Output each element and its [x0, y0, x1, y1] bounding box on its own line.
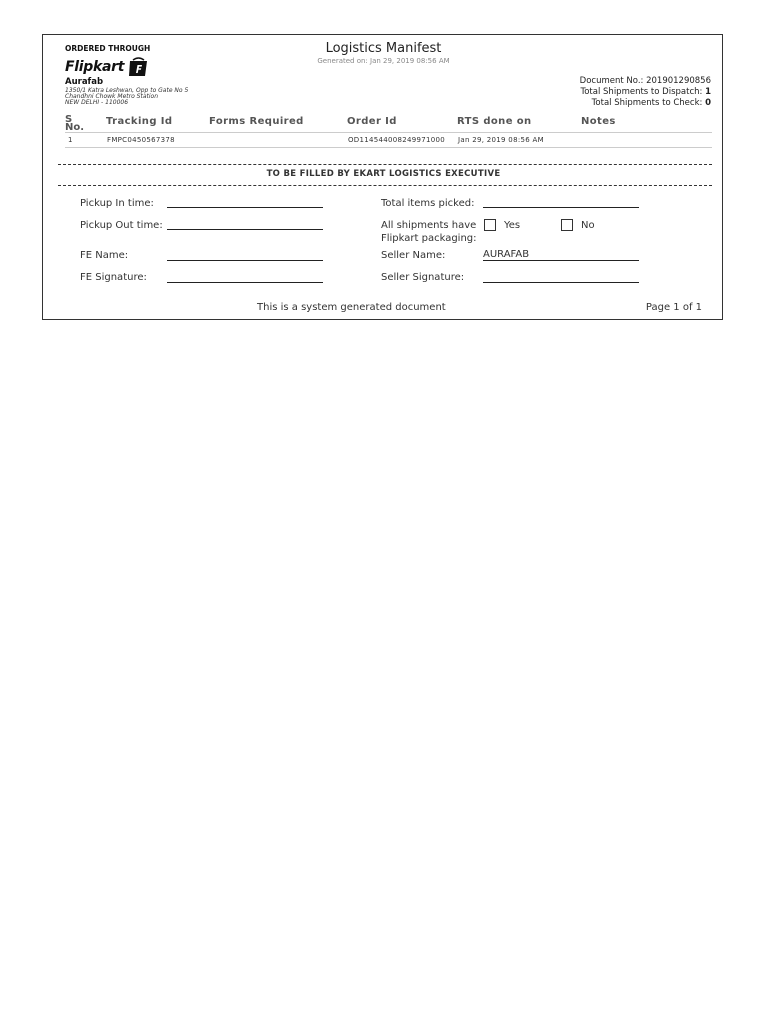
shipments-to-dispatch: Total Shipments to Dispatch: 1 — [580, 87, 711, 97]
row-sno: 1 — [68, 136, 73, 144]
generated-timestamp: Generated on: Jan 29, 2019 08:56 AM — [317, 57, 450, 65]
ordered-through-label: ORDERED THROUGH — [65, 44, 151, 53]
address-line: 1350/1 Katra Leshwan, Opp to Gate No 5 — [65, 87, 189, 94]
pickup-in-label: Pickup In time: — [80, 198, 154, 209]
pickup-out-label: Pickup Out time: — [80, 220, 163, 231]
manifest-sheet — [42, 34, 723, 320]
column-header-tracking-id: Tracking Id — [106, 116, 173, 127]
seller-signature-label: Seller Signature: — [381, 272, 465, 283]
packaging-no-checkbox[interactable] — [561, 219, 573, 231]
seller-name-field[interactable] — [483, 260, 639, 261]
column-header-sno: S No. — [65, 114, 85, 133]
column-header-notes: Notes — [581, 116, 616, 127]
total-items-field[interactable] — [483, 207, 639, 208]
pickup-in-field[interactable] — [167, 207, 323, 208]
column-header-forms-required: Forms Required — [209, 116, 304, 127]
brand-name: Flipkart — [65, 59, 125, 75]
column-header-order-id: Order Id — [347, 116, 397, 127]
row-order-id: OD114544008249971000 — [348, 136, 446, 144]
shipments-to-check: Total Shipments to Check: 0 — [591, 98, 711, 108]
row-rts-done-on: Jan 29, 2019 08:56 AM — [458, 136, 544, 144]
dashed-divider — [58, 185, 712, 186]
seller-name-label: Seller Name: — [381, 250, 446, 261]
column-header-rts-done-on: RTS done on — [457, 116, 532, 127]
fe-name-label: FE Name: — [80, 250, 129, 261]
address-line: Chandhni Chowk Metro Station — [65, 93, 159, 100]
total-items-label: Total items picked: — [381, 198, 475, 209]
document-number: Document No.: 201901290856 — [579, 76, 711, 86]
row-tracking-id: FMPC0450567378 — [107, 136, 175, 144]
pickup-out-field[interactable] — [167, 229, 323, 230]
packaging-no-label: No — [581, 220, 595, 231]
seller-name-value: AURAFAB — [483, 249, 530, 260]
dashed-divider — [58, 164, 712, 165]
table-header-divider — [65, 132, 712, 133]
seller-signature-field[interactable] — [483, 282, 639, 283]
system-generated-note: This is a system generated document — [257, 302, 446, 313]
fe-name-field[interactable] — [167, 260, 323, 261]
packaging-yes-label: Yes — [504, 220, 521, 231]
packaging-yes-checkbox[interactable] — [484, 219, 496, 231]
packaging-label-line2: Flipkart packaging: — [381, 233, 477, 244]
fe-signature-field[interactable] — [167, 282, 323, 283]
fe-signature-label: FE Signature: — [80, 272, 147, 283]
seller-name: Aurafab — [65, 77, 104, 87]
address-line: NEW DELHI - 110006 — [65, 99, 129, 106]
ekart-section-heading: TO BE FILLED BY EKART LOGISTICS EXECUTIVE — [266, 169, 501, 179]
page-number: Page 1 of 1 — [645, 302, 702, 313]
table-row-divider — [65, 147, 712, 148]
packaging-label-line1: All shipments have — [381, 220, 477, 231]
page-title: Logistics Manifest — [325, 41, 442, 56]
